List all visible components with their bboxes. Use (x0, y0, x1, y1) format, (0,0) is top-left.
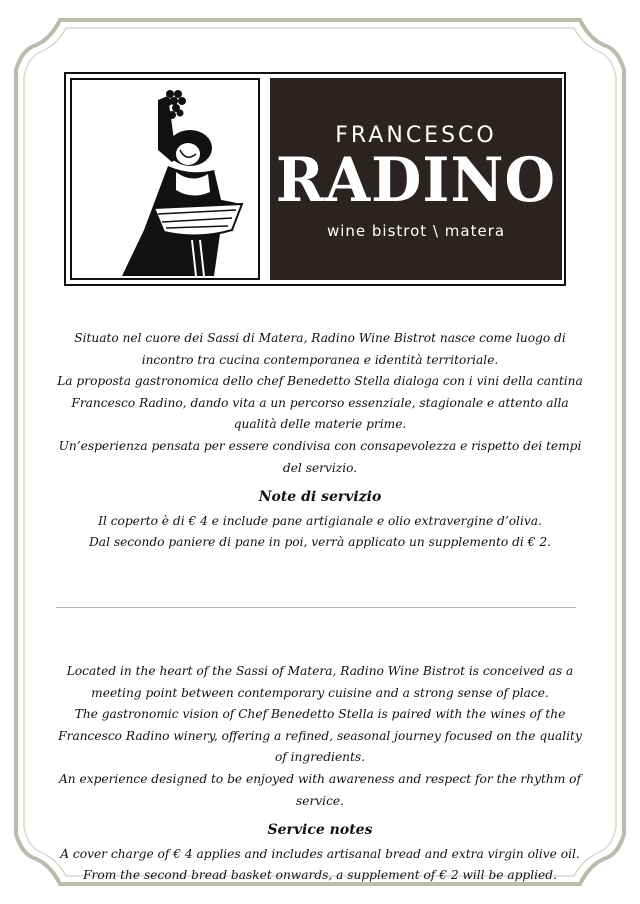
brand-panel (270, 78, 562, 280)
woman-with-grapes-illustration (70, 78, 260, 280)
english-section (52, 661, 588, 887)
brand-tagline: wine bistrot \ matera (326, 222, 506, 240)
english-notes-heading: Service notes (267, 822, 373, 839)
italian-note-1: Il coperto è di € 4 e include pane artigianale e olio extravergine d’oliva. (98, 513, 542, 528)
english-intro-1: Located in the heart of the Sassi of Matera, Radino Wine Bistrot is conceived as a meeting point between contemporary cuisine and a strong sense of place. (66, 664, 574, 700)
italian-intro-2: La proposta gastronomica dello chef Benedetto Stella dialoga con i vini della cantina Francesco Radino, dando vita a un percorso essenziale, stagionale e attento alla qualità delle materie prime. (57, 374, 583, 432)
brand-first-name: FRANCESCO (335, 123, 497, 148)
english-note-2: From the second bread basket onwards, a supplement of € 2 will be applied. (83, 868, 557, 883)
brand-last-name: RADINO (275, 144, 557, 216)
italian-note-2: Dal secondo paniere di pane in poi, verrà applicato un supplemento di € 2. (89, 535, 551, 550)
restaurant-logo (64, 72, 566, 286)
italian-intro-3: Un’esperienza pensata per essere condivisa con consapevolezza e rispetto dei tempi del servizio. (58, 438, 582, 475)
english-note-1: A cover charge of € 4 applies and includes artisanal bread and extra virgin olive oil. (60, 846, 580, 861)
italian-section (52, 328, 588, 554)
english-intro-2: The gastronomic vision of Chef Benedetto Stella is paired with the wines of the Francesco Radino winery, offering a refined, seasonal journey focused on the quality of ingredients. (58, 707, 582, 765)
italian-intro-1: Situato nel cuore dei Sassi di Matera, Radino Wine Bistrot nasce come luogo di incontro tra cucina contemporanea e identità territoriale. (74, 331, 566, 367)
italian-notes-heading: Note di servizio (258, 489, 382, 506)
section-divider (56, 607, 576, 608)
english-intro-3: An experience designed to be enjoyed with awareness and respect for the rhythm of service. (58, 771, 582, 808)
